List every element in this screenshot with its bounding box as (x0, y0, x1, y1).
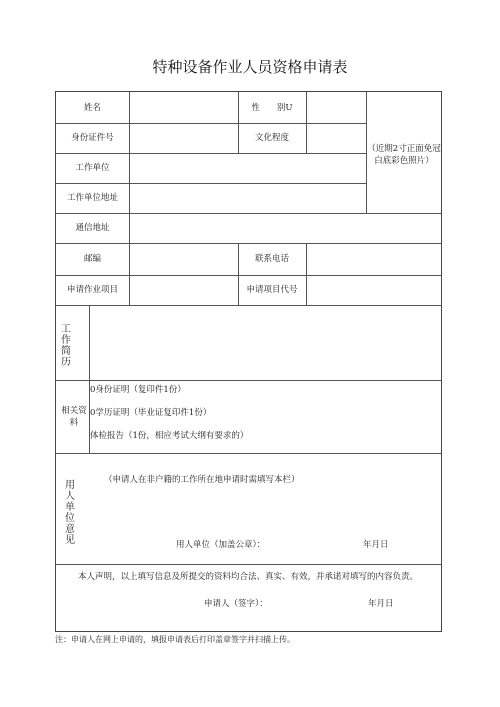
name-label: 姓名 (83, 103, 101, 113)
phone-label: 联系电话 (254, 254, 289, 264)
applicant-sign-label: 申请人（签字）： (204, 599, 268, 609)
project-code-label: 申请项目代号 (246, 285, 298, 295)
employer-seal-label: 用人单位（加盖公章）： (176, 540, 266, 550)
employer-opinion-note: （申请人在非户籍的工作所在地申请时需填写本栏） (104, 475, 300, 485)
education-label: 文化程度 (254, 133, 289, 143)
project-label: 申请作业项目 (66, 285, 118, 295)
gender-label: 性 别U (251, 103, 293, 113)
material-item-education: 0学历证明（毕业证复印件1份） (90, 408, 212, 418)
application-form (55, 91, 442, 632)
footnote: 注：申请人在网上申请的，填报申请表后打印盖章签字并扫描上传。 (55, 635, 295, 644)
photo-note-line1: （近期2寸正面免冠 (367, 144, 441, 154)
mailing-address-label: 通信地址 (75, 223, 110, 233)
resume-label: 工作简历 (61, 324, 71, 368)
id-number-label: 身份证件号 (71, 133, 114, 143)
employer-address-label: 工作单位地址 (66, 193, 118, 203)
employer-date-label: 年月日 (363, 540, 389, 550)
postcode-label: 邮编 (83, 254, 101, 264)
materials-label: 相关资料 (61, 406, 87, 428)
photo-note-line2: 白底彩色照片） (374, 156, 434, 166)
employer-label: 工作单位 (75, 163, 110, 173)
declaration-text: 本人声明，以上填写信息及所提交的资料均合法、真实、有效，并承诺对填写的内容负责。 (78, 572, 419, 582)
material-item-medical: 体检报告（1份，相应考试大纲有要求的） (90, 431, 249, 441)
declaration-date-label: 年月日 (368, 599, 394, 609)
form-title: 特种设备作业人员资格申请表 (152, 58, 348, 76)
employer-opinion-label: 用人单位意见 (65, 480, 75, 546)
material-item-id: 0身份证明（复印件1份） (90, 385, 186, 395)
